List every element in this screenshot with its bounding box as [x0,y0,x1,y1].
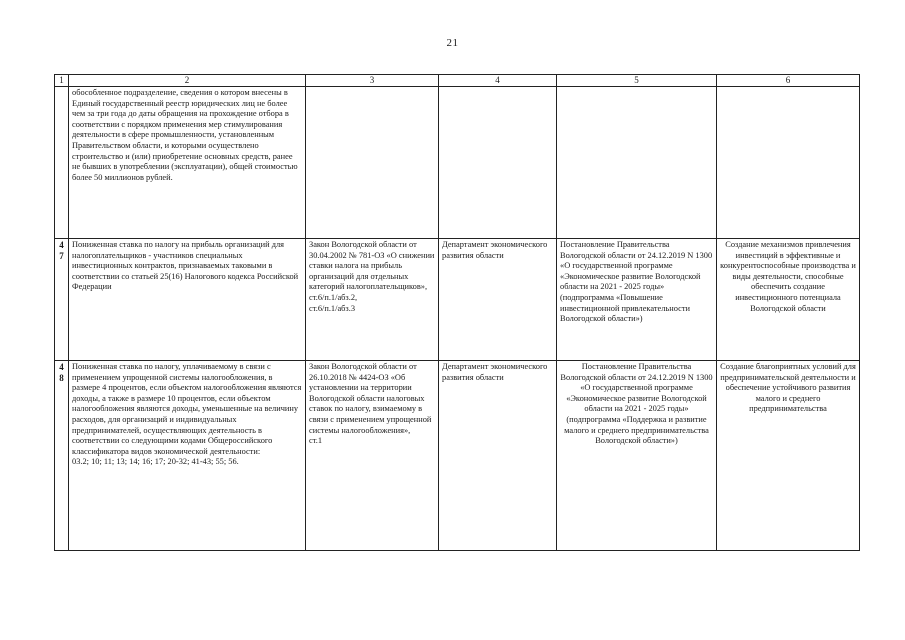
row-number: 48 [55,361,69,551]
curator-department [439,87,557,239]
program-goal: Создание механизмов привлечения инвестиций в эффективные и конкурентоспособные производства и виды деятельности, способные обеспечить создание инвестиционного потенциала Вологодской области [717,239,860,361]
legal-basis: Закон Вологодской области от 30.04.2002 № 781-ОЗ «О снижении ставки налога на прибыль организаций для отдельных категорий налогоплательщиков», ст.6/п.1/абз.2, ст.6/п.1/абз.3 [306,239,439,361]
curator-department: Департамент экономического развития области [439,239,557,361]
state-program [557,87,717,239]
table-row-48 [55,361,860,551]
header-row [55,75,860,87]
program-goal: Создание благоприятных условий для предпринимательской деятельности и обеспечение устойчивого развития малого и среднего предпринимательства [717,361,860,551]
state-program: Постановление Правительства Вологодской области от 24.12.2019 N 1300 «О государственной программе «Экономическое развитие Вологодской области на 2021 - 2025 годы» (подпрограмма «Повышение инвестиционной привлекательности Вологодской области») [557,239,717,361]
tax-benefits-table [54,74,860,551]
column-header-4: 4 [439,75,557,87]
page-number: 21 [446,37,459,49]
table-row-continued [55,87,860,239]
benefit-description: Пониженная ставка по налогу, уплачиваемому в связи с применением упрощенной системы налогообложения, в размере 4 процентов, если объектом налогообложения являются доходы, а также в размере 10 процентов, если объектом налогообложения являются доходы, уменьшенные на величину расходов, для организаций и индивидуальных предпринимателей, осуществляющих деятельность в соответствии со следующими кодами Общероссийского классификатора видов экономической деятельности: 03.2; 10; 11; 13; 14; 16; 17; 20-32; 41-43; 55; 56. [69,361,306,551]
column-header-2: 2 [69,75,306,87]
row-number [55,87,69,239]
legal-basis [306,87,439,239]
table-row-47 [55,239,860,361]
row-number: 47 [55,239,69,361]
program-goal [717,87,860,239]
state-program: Постановление Правительства Вологодской области от 24.12.2019 N 1300 «О государственной программе «Экономическое развитие Вологодской области на 2021 - 2025 годы» (подпрограмма «Поддержка и развитие малого и среднего предпринимательства Вологодской области») [557,361,717,551]
curator-department: Департамент экономического развития области [439,361,557,551]
benefit-description: обособленное подразделение, сведения о котором внесены в Единый государственный реестр юридических лиц не более чем за три года до даты обращения на прохождение отбора в соответствии с порядком применения мер стимулирования деятельности в сфере промышленности, установленным Правительством области, и которыми осуществлено строительство и (или) приобретение основных средств, ранее не бывших в употреблении (эксплуатации), общей стоимостью более 50 миллионов рублей. [69,87,306,239]
benefit-description: Пониженная ставка по налогу на прибыль организаций для налогоплательщиков - участников специальных инвестиционных контрактов, признаваемых таковыми в соответствии со статьей 25(16) Налогового кодекса Российской Федерации [69,239,306,361]
column-header-3: 3 [306,75,439,87]
column-header-6: 6 [717,75,860,87]
column-header-1: 1 [55,75,69,87]
legal-basis: Закон Вологодской области от 26.10.2018 № 4424-ОЗ «Об установлении на территории Вологодской области налоговых ставок по налогу, взимаемому в связи с применением упрощенной системы налогообложения», ст.1 [306,361,439,551]
column-header-5: 5 [557,75,717,87]
